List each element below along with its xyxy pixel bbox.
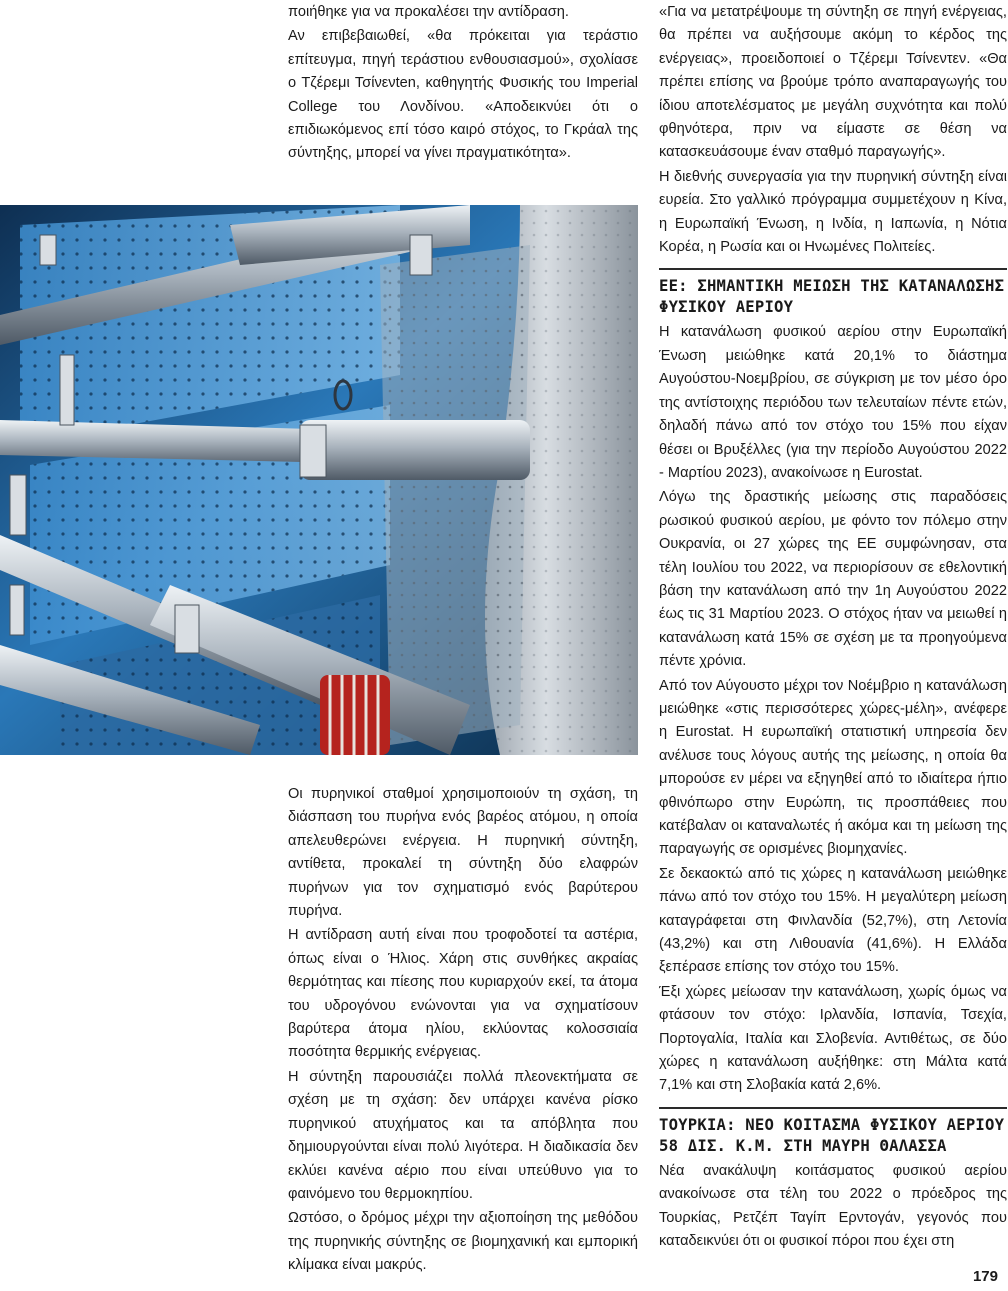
section-divider	[659, 1107, 1007, 1109]
paragraph: Λόγω της δραστικής μείωσης στις παραδόσεις ρωσικού φυσικού αερίου, με φόντο τον πόλεμο στην Ουκρανία, οι 27 χώρες της ΕΕ συμφώνησαν, στα τέλη Ιουλίου του 2022, να περιορίσουν σε εθελοντική βάση την κατανάλωση από την 1η Αυγούστου 2022 έως τις 31 Μαρτίου 2023. Ο στόχος ήταν να μειωθεί η κατανάλωση κατά 15% σε σχέση με τα προηγούμενα πέντε χρόνια.	[659, 489, 1007, 670]
page-number: 179	[972, 1268, 998, 1285]
paragraph: Η αντίδραση αυτή είναι που τροφοδοτεί τα αστέρια, όπως είναι ο Ήλιος. Χάρη στις συνθήκες ακραίας θερμότητας και πίεσης που κυριαρχούν εκεί, τα άτομα του υδρογόνου ενώνονται για να σχηματίσουν βαρύτερα άτομα ηλίου, εκλύοντας κολοσσιαία ποσότητα θερμικής ενέργειας.	[288, 927, 638, 1061]
section-heading-turkey-gas: ΤΟΥΡΚΙΑ: ΝΕΟ ΚΟΙΤΑΣΜΑ ΦΥΣΙΚΟΥ ΑΕΡΙΟΥ 58 ΔΙΣ. Κ.Μ. ΣΤΗ ΜΑΥΡΗ ΘΑΛΑΣΣΑ	[659, 1115, 1005, 1155]
paragraph: Αν επιβεβαιωθεί, «θα πρόκειται για τεράστιο επίτευγμα, πηγή τεράστιου ενθουσιασμού», σχολίασε ο Τζέρεμι Τσίνενten, καθηγητής Φυσικής του Imperial College του Λονδίνου. «Αποδεικνύει ότι ο επιδιωκόμενος επί τόσο καιρό στόχος, το Γκράαλ της σύντηξης, μπορεί να γίνει πραγματικότητα».	[288, 28, 638, 162]
reactor-illustration	[0, 205, 638, 755]
paragraph: Η κατανάλωση φυσικού αερίου στην Ευρωπαϊκή Ένωση μειώθηκε κατά 20,1% το διάστημα Αυγούστου-Νοεμβρίου, σε σύγκριση με τον μέσο όρο της αντίστοιχης περιόδου των τελευταίων πέντε ετών, δηλαδή πάνω από τον στόχο του 15% που είχαν θέσει οι Βρυξέλλες (για την περίοδο Αυγούστου 2022 - Μαρτίου 2023), ανακοίνωσε η Eurostat.	[659, 324, 1007, 481]
left-column-top	[288, 1, 638, 167]
paragraph: Από τον Αύγουστο μέχρι τον Νοέμβριο η κατανάλωση μειώθηκε «στις περισσότερες χώρες-μέλη», ανέφερε η Eurostat. Η ευρωπαϊκή στατιστική υπηρεσία δεν ανέλυσε τους λόγους αυτής της μείωσης, η οποία θα μπορούσε εν μέρει να εξηγηθεί από το ιδιαίτερα ήπιο φθινόπωρο στην Ευρώπη, τις προσπάθειες που κατέβαλαν οι καταναλωτές ή ακόμα και τη μείωση της παραγωγής σε ορισμένες βιομηχανίες.	[659, 677, 1007, 858]
paragraph: Σε δεκαοκτώ από τις χώρες η κατανάλωση μειώθηκε πάνω από τον στόχο του 15%. Η μεγαλύτερη μείωση καταγράφεται στη Φινλανδία (52,7%), στη Λετονία (43,2%) και στη Λιθουανία (41,6%). Η Ελλάδα ξεπέρασε επίσης τον στόχο του 15%.	[659, 865, 1007, 976]
paragraph: ποιήθηκε για να προκαλέσει την αντίδραση.	[288, 4, 569, 20]
section-heading-eu-gas: ΕΕ: ΣΗΜΑΝΤΙΚΗ ΜΕΙΩΣΗ ΤΗΣ ΚΑΤΑΝΑΛΩΣΗΣ ΦΥΣΙΚΟΥ ΑΕΡΙΟΥ	[659, 277, 1005, 317]
right-column	[659, 1, 1007, 1255]
paragraph: Η σύντηξη παρουσιάζει πολλά πλεονεκτήματα σε σχέση με τη σχάση: δεν υπάρχει κανένα ρίσκο πυρηνικού ατυχήματος και τα απόβλητα που δημιουργούνται είναι πολύ λιγότερα. Η διαδικασία δεν εκλύει κανένα αέριο που είναι υπεύθυνο για το φαινόμενο του θερμοκηπίου.	[288, 1068, 638, 1202]
left-column-bottom	[288, 783, 638, 1279]
section-divider	[659, 268, 1007, 270]
paragraph: Νέα ανακάλυψη κοιτάσματος φυσικού αερίου ανακοίνωσε στα τέλη του 2022 ο πρόεδρος της Τουρκίας, Ρετζέπ Ταγίπ Ερντογάν, γεγονός που καταδεικνύει ότι οι φυσικοί πόροι που έχει στη	[659, 1162, 1007, 1250]
paragraph: Ωστόσο, ο δρόμος μέχρι την αξιοποίηση της μεθόδου της πυρηνικής σύντηξης σε βιομηχανική και εμπορική κλίμακα είναι μακρύς.	[288, 1210, 638, 1274]
paragraph: Έξι χώρες μείωσαν την κατανάλωση, χωρίς όμως να φτάσουν τον στόχο: Ιρλανδία, Ισπανία, Τσεχία, Πορτογαλία, Ιταλία και Σλοβενία. Αντιθέτως, σε δύο χώρες η κατανάλωση αυξήθηκε: στη Μάλτα κατά 7,1% και στη Σλοβακία κατά 2,6%.	[659, 983, 1007, 1094]
reactor-photo	[0, 205, 638, 755]
paragraph: «Για να μετατρέψουμε τη σύντηξη σε πηγή ενέργειας, θα πρέπει να αυξήσουμε ακόμη το κέρδος της ενέργειας», προειδοποιεί ο Τζέρεμι Τσίνεντεν. «Θα πρέπει επίσης να βρούμε τρόπο αναπαραγωγής του ίδιου αποτελέσματος με μεγάλη συχνότητα και πολύ φθηνότερα, πριν να είμαστε σε θέση να κατασκευάσουμε έναν σταθμό παραγωγής».	[659, 4, 1007, 161]
paragraph: Οι πυρηνικοί σταθμοί χρησιμοποιούν τη σχάση, τη διάσπαση του πυρήνα ενός βαρέος ατόμου, η οποία απελευθερώνει ενέργεια. Η πυρηνική σύντηξη, αντίθετα, προκαλεί τη σύντηξη δύο ελαφρών πυρήνων για τον σχηματισμό ενός βαρύτερου πυρήνα.	[288, 786, 638, 920]
paragraph: Η διεθνής συνεργασία για την πυρηνική σύντηξη είναι ευρεία. Στο γαλλικό πρόγραμμα συμμετέχουν η Κίνα, η Ευρωπαϊκή Ένωση, η Ινδία, η Ιαπωνία, η Νότια Κορέα, η Ρωσία και οι Ηνωμένες Πολιτείες.	[659, 168, 1007, 256]
